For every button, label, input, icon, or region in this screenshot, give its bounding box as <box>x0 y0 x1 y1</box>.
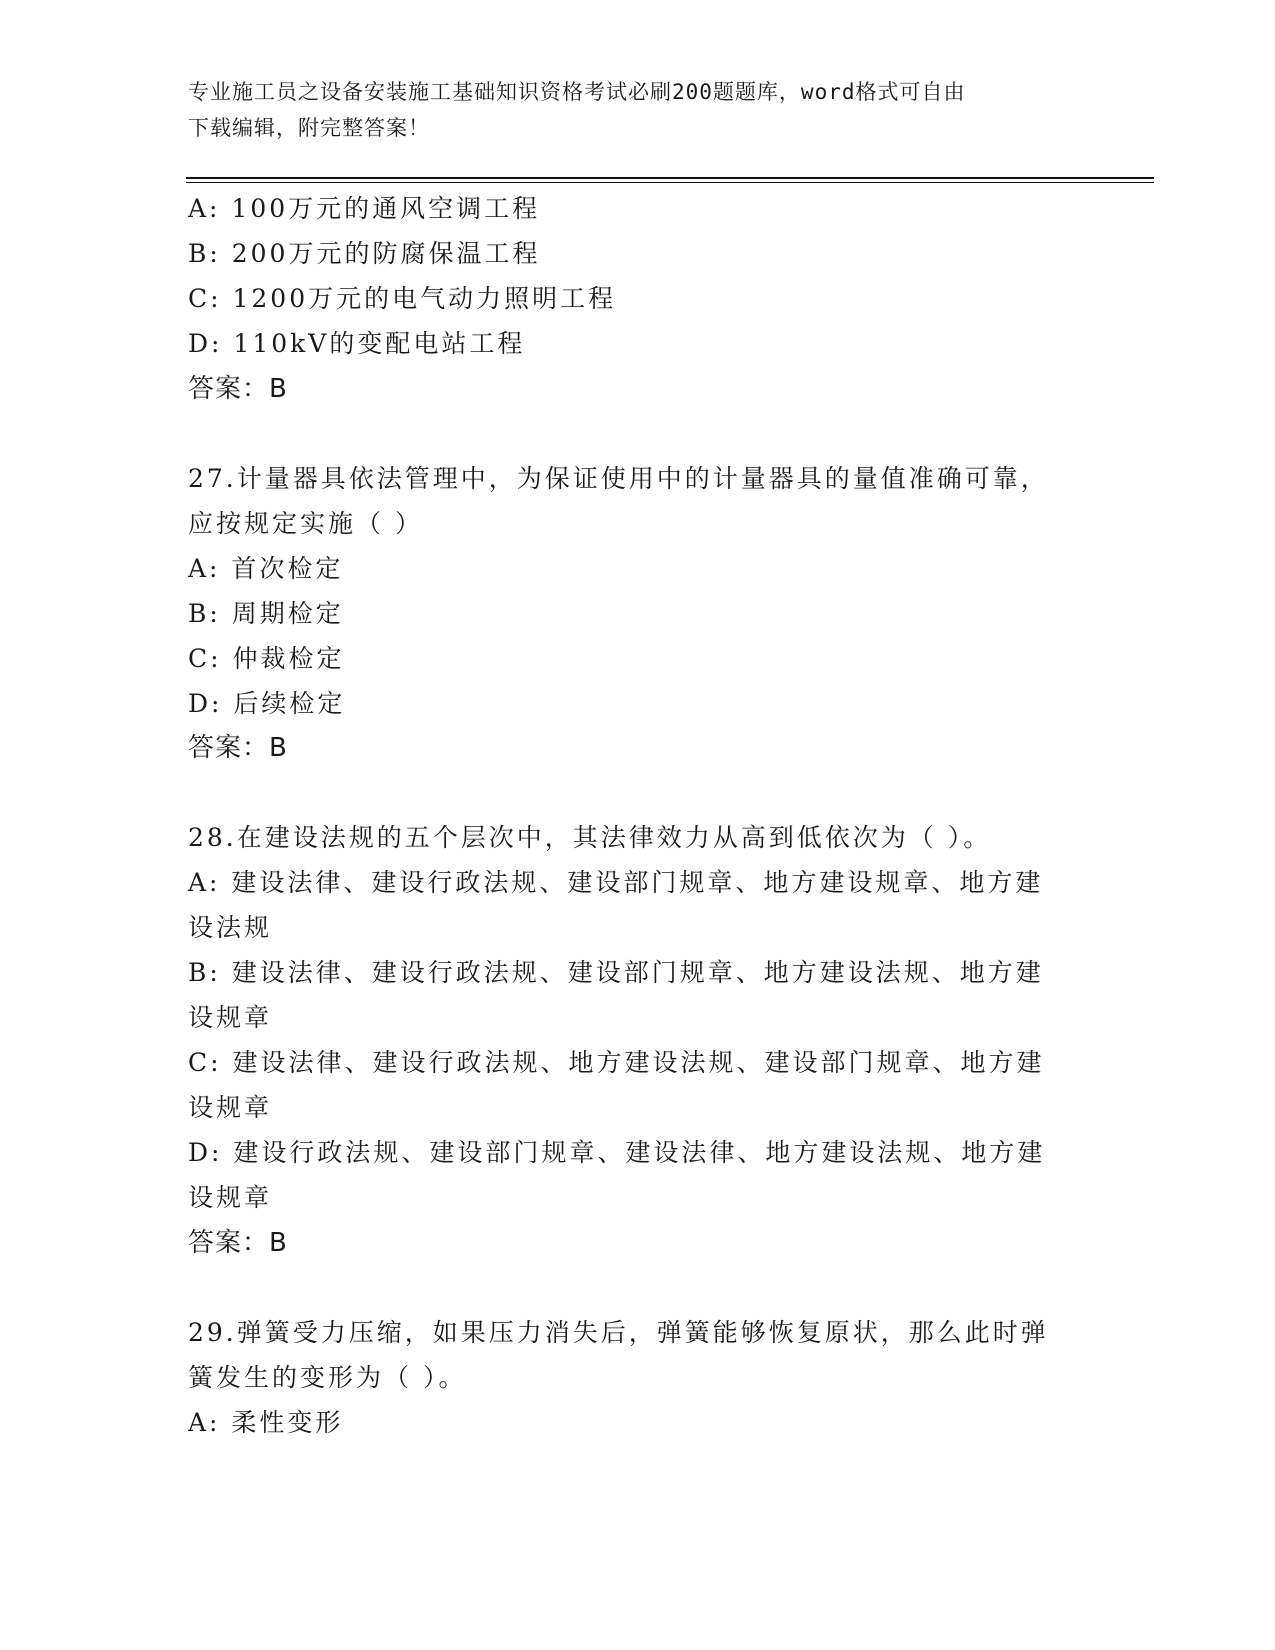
q28-option-a-line-1: A: 建设法律、建设行政法规、建设部门规章、地方建设规章、地方建 <box>188 868 1044 897</box>
q26-option-c: C: 1200万元的电气动力照明工程 <box>188 284 617 313</box>
q28-option-d-line-2: 设规章 <box>188 1183 273 1212</box>
q26-answer: 答案：B <box>188 374 288 404</box>
q26-option-a: A: 100万元的通风空调工程 <box>188 194 541 223</box>
q28-option-c-line-1: C: 建设法律、建设行政法规、地方建设法规、建设部门规章、地方建 <box>188 1048 1045 1077</box>
q27-stem-line-2: 应按规定实施（ ） <box>188 509 423 538</box>
q28-option-d-line-1: D: 建设行政法规、建设部门规章、建设法律、地方建设法规、地方建 <box>188 1138 1046 1167</box>
q26-option-b: B: 200万元的防腐保温工程 <box>188 239 541 268</box>
q28-option-a-line-2: 设法规 <box>188 913 273 942</box>
q27-option-d: D: 后续检定 <box>188 689 346 718</box>
q29-option-a: A: 柔性变形 <box>188 1408 344 1437</box>
q29-stem-line-1: 29.弹簧受力压缩，如果压力消失后，弹簧能够恢复原状，那么此时弹 <box>188 1318 1049 1347</box>
q29-stem-line-2: 簧发生的变形为（ ）。 <box>188 1363 467 1392</box>
header-divider-thick <box>186 177 1154 179</box>
document-header <box>188 74 1068 146</box>
q27-answer: 答案：B <box>188 733 288 763</box>
header-divider-thin <box>186 182 1154 183</box>
q28-option-b-line-1: B: 建设法律、建设行政法规、建设部门规章、地方建设法规、地方建 <box>188 958 1044 987</box>
q28-stem-line-1: 28.在建设法规的五个层次中，其法律效力从高到低依次为（ ）。 <box>188 823 992 852</box>
header-line-2: 下载编辑，附完整答案！ <box>188 116 430 140</box>
q26-option-d: D: 110kV的变配电站工程 <box>188 329 526 358</box>
q27-option-b: B: 周期检定 <box>188 599 344 628</box>
q27-option-a: A: 首次检定 <box>188 554 344 583</box>
q28-answer: 答案：B <box>188 1228 288 1258</box>
q28-option-b-line-2: 设规章 <box>188 1003 273 1032</box>
q27-stem-line-1: 27.计量器具依法管理中，为保证使用中的计量器具的量值准确可靠， <box>188 464 1049 493</box>
q27-option-c: C: 仲裁检定 <box>188 644 345 673</box>
header-line-1: 专业施工员之设备安装施工基础知识资格考试必刷200题题库，word格式可自由 <box>188 80 966 104</box>
q28-option-c-line-2: 设规章 <box>188 1093 273 1122</box>
